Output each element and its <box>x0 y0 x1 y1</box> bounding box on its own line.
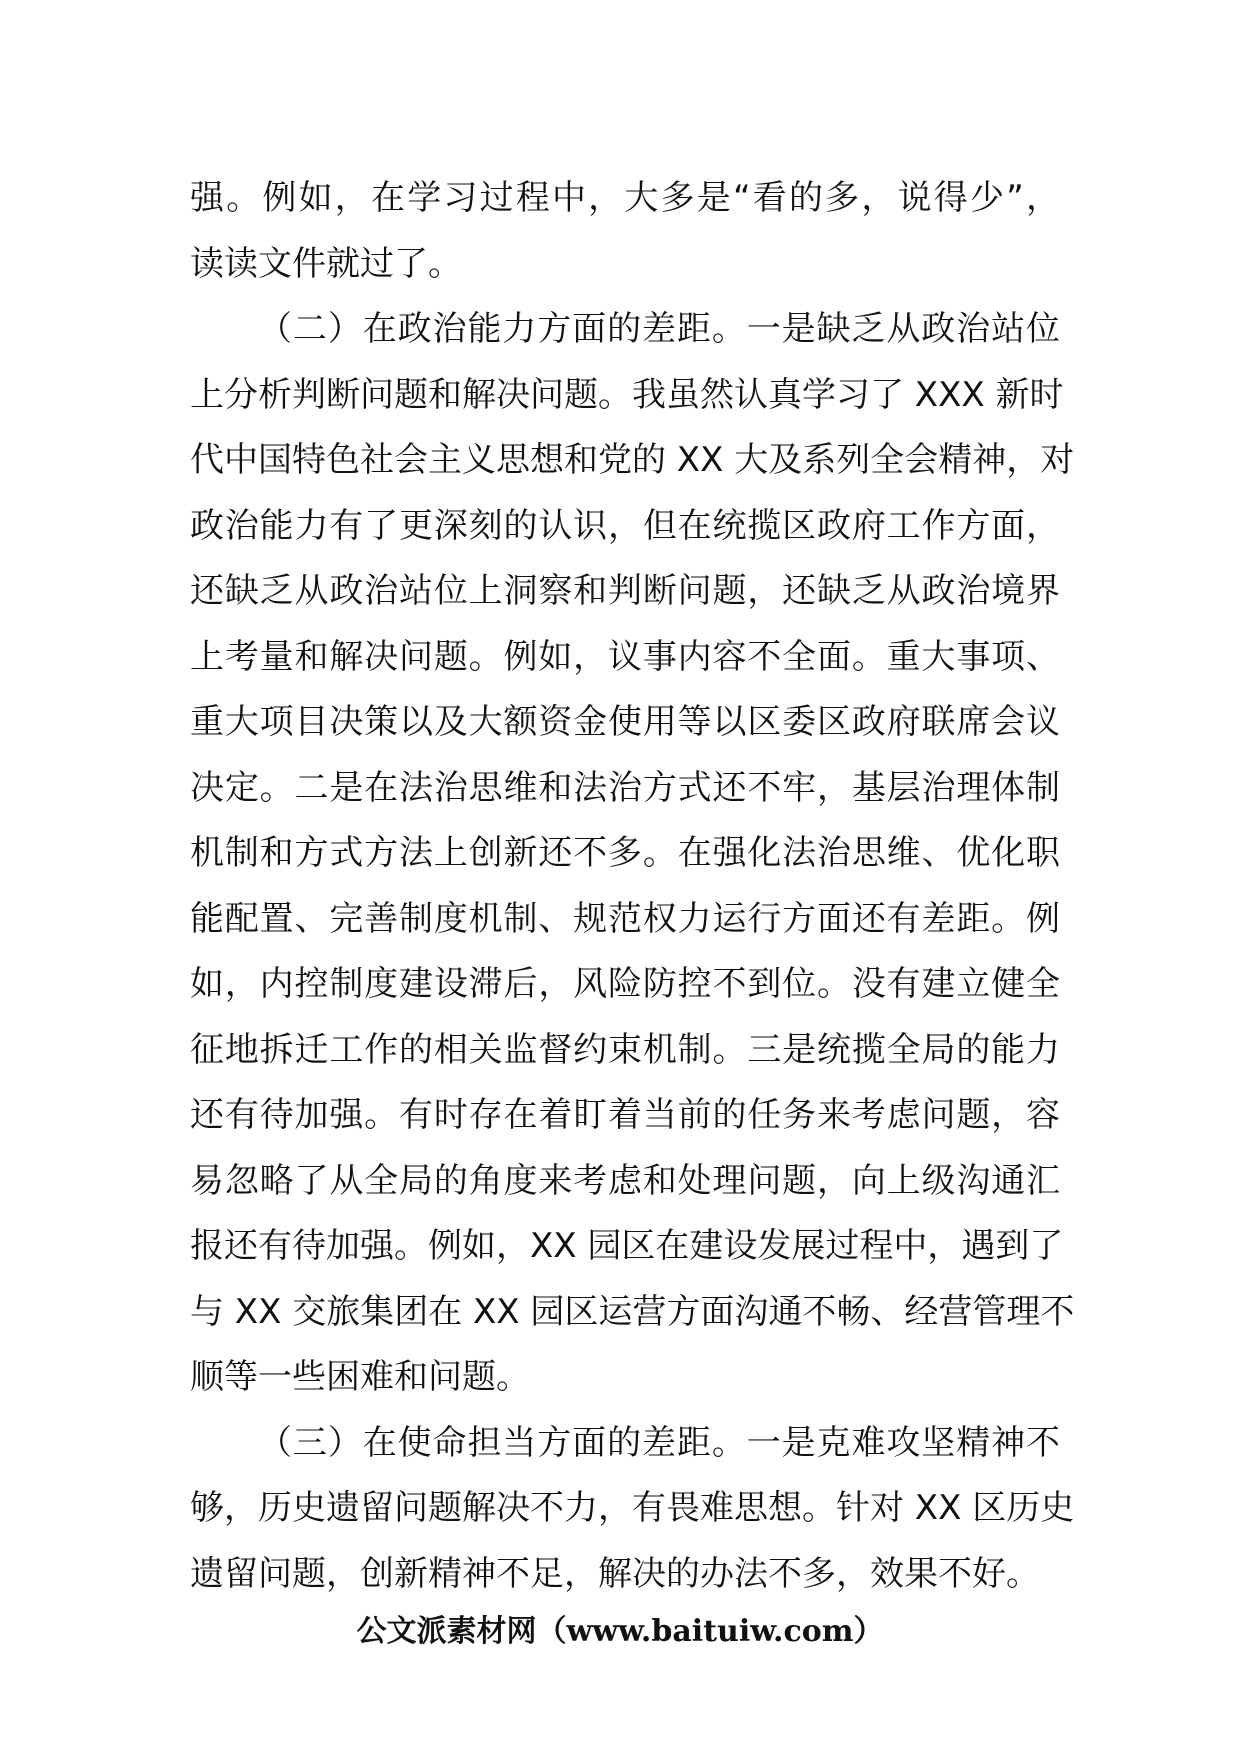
text-line: 顺等一些困难和问题。 <box>190 1357 530 1397</box>
text-line: 读读文件就过了。 <box>190 243 462 284</box>
text-line: 代中国特色社会主义思想和党的 XX 大及系列全会精神，对 <box>190 440 1075 480</box>
text-line: 机制和方式方法上创新还不多。在强化法治思维、优化职 <box>190 833 1060 873</box>
text-line: 上分析判断问题和解决问题。我虽然认真学习了 XXX 新时 <box>190 374 1064 415</box>
text-line: 政治能力有了更深刻的认识，但在统揽区政府工作方面， <box>190 505 1060 546</box>
text-line: 遗留问题，创新精神不足，解决的办法不多，效果不好。 <box>190 1553 1040 1594</box>
text-line: 与 XX 交旅集团在 XX 园区运营方面沟通不畅、经营管理不 <box>190 1291 1075 1332</box>
text-line: 易忽略了从全局的角度来考虑和处理问题，向上级沟通汇 <box>190 1160 1060 1201</box>
text-line: 还缺乏从政治站位上洞察和判断问题，还缺乏从政治境界 <box>190 571 1060 611</box>
text-line: 如，内控制度建设滞后，风险防控不到位。没有建立健全 <box>190 964 1060 1004</box>
section-heading-line: （二）在政治能力方面的差距。一是缺乏从政治站位 <box>258 309 1060 349</box>
page-footer-watermark: 公文派素材网（www.baituiw.com） <box>356 1614 884 1649</box>
text-line: 决定。二是在法治思维和法治方式还不牢，基层治理体制 <box>190 767 1060 808</box>
document-body <box>190 166 1075 1607</box>
text-line: 重大项目决策以及大额资金使用等以区委区政府联席会议 <box>190 702 1060 742</box>
text-line: 还有待加强。有时存在着盯着当前的任务来考虑问题，容 <box>190 1095 1060 1135</box>
text-line: 能配置、完善制度机制、规范权力运行方面还有差距。例 <box>190 898 1060 939</box>
text-line: 上考量和解决问题。例如，议事内容不全面。重大事项、 <box>190 636 1060 677</box>
section-heading-line: （三）在使命担当方面的差距。一是克难攻坚精神不 <box>258 1422 1060 1463</box>
text-line: 够，历史遗留问题解决不力，有畏难思想。针对 XX 区历史 <box>190 1488 1075 1528</box>
text-line: 报还有待加强。例如，XX 园区在建设发展过程中，遇到了 <box>190 1226 1064 1266</box>
text-line: 强。例如，在学习过程中，大多是“看的多，说得少”， <box>190 178 1060 218</box>
text-line: 征地拆迁工作的相关监督约束机制。三是统揽全局的能力 <box>190 1029 1060 1070</box>
